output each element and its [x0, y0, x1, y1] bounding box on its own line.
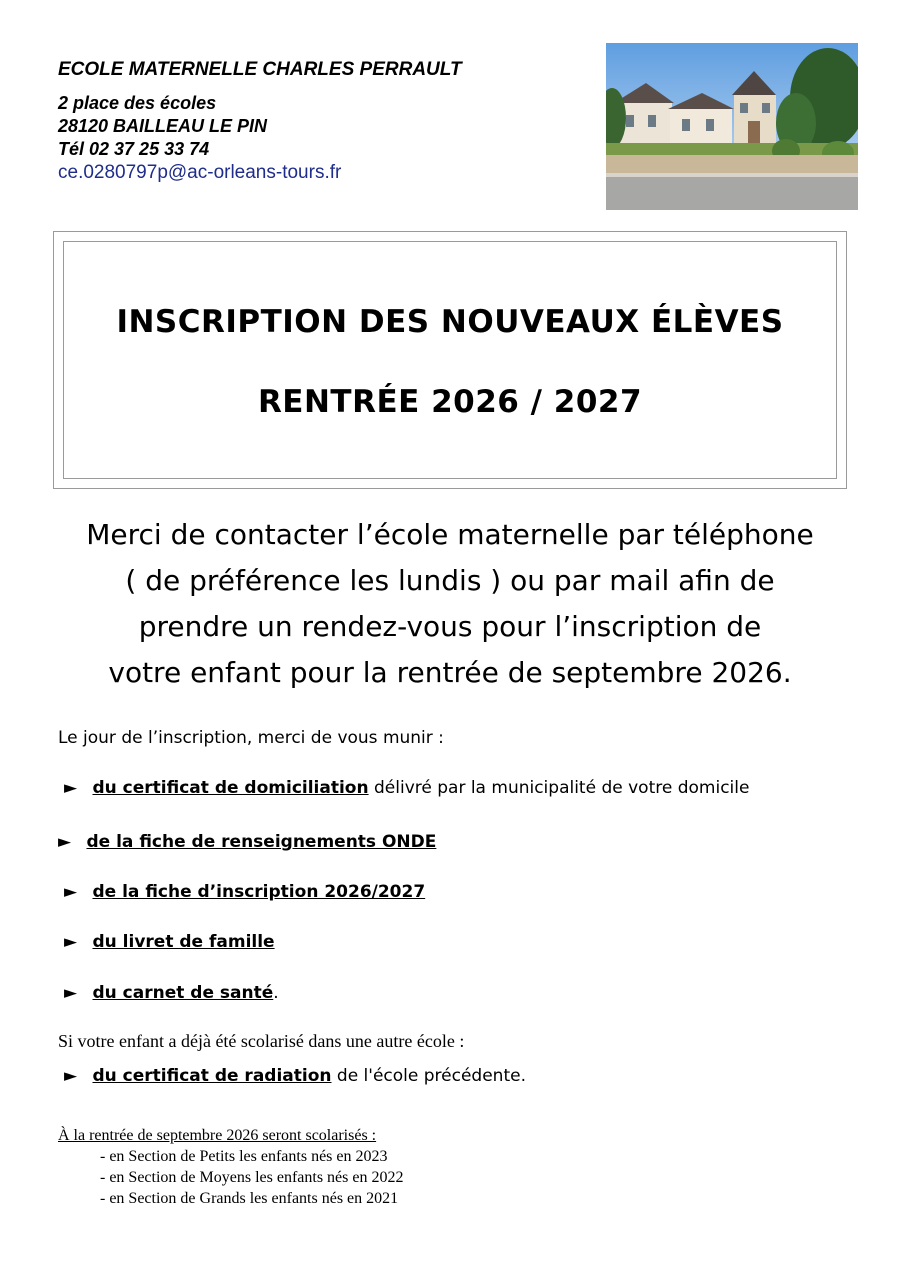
document-item: [64, 983, 279, 1003]
document-item: [58, 832, 436, 852]
section-moyens: - en Section de Moyens les enfants nés en 2022: [100, 1169, 404, 1186]
bullet-arrow-icon: ►: [64, 882, 78, 902]
section-grands: - en Section de Grands les enfants nés en 2021: [100, 1190, 399, 1207]
document-suffix: de l'école précédente.: [331, 1066, 526, 1086]
school-photo: [606, 43, 858, 210]
intro-line-3: prendre un rendez-vous pour l’inscription de: [138, 610, 762, 643]
address-street: 2 place des écoles: [58, 93, 217, 113]
school-email-link[interactable]: ce.0280797p@ac-orleans-tours.fr: [58, 162, 342, 183]
document-label: du carnet de santé: [92, 983, 274, 1003]
document-label: du livret de famille: [92, 932, 275, 952]
address-city: 28120 BAILLEAU LE PIN: [58, 116, 268, 136]
document-item-radiation: [64, 1066, 526, 1086]
intro-line-2: ( de préférence les lundis ) ou par mail afin de: [125, 564, 775, 597]
document-item: [64, 932, 275, 952]
intro-line-1: Merci de contacter l’école maternelle par téléphone: [86, 518, 814, 551]
intro-paragraph: [30, 512, 870, 696]
title-box: [53, 231, 847, 489]
school-header: [58, 58, 578, 184]
title-box-inner-border: [63, 241, 837, 479]
rentree-sections: [58, 1125, 403, 1209]
document-label: du certificat de radiation: [92, 1066, 332, 1086]
bullet-arrow-icon: ►: [64, 1066, 78, 1086]
document-label: de la fiche d’inscription 2026/2027: [92, 882, 426, 902]
previous-school-intro: Si votre enfant a déjà été scolarisé dans une autre école :: [58, 1031, 465, 1051]
rentree-heading: À la rentrée de septembre 2026 seront scolarisés :: [58, 1127, 377, 1144]
bullet-arrow-icon: ►: [64, 932, 78, 952]
bullet-arrow-icon: ►: [64, 983, 78, 1003]
intro-line-4: votre enfant pour la rentrée de septembre 2026.: [108, 656, 792, 689]
section-petits: - en Section de Petits les enfants nés en 2023: [100, 1148, 388, 1165]
school-phone: Tél 02 37 25 33 74: [58, 139, 210, 159]
page-subtitle: RENTRÉE 2026 / 2027: [257, 384, 643, 420]
school-address: [58, 92, 578, 184]
document-suffix: délivré par la municipalité de votre domicile: [368, 778, 750, 798]
document-suffix: .: [273, 983, 279, 1003]
documents-intro: Le jour de l’inscription, merci de vous munir :: [58, 728, 444, 748]
document-item: [64, 882, 425, 902]
document-label: de la fiche de renseignements ONDE: [86, 832, 437, 852]
document-label: du certificat de domiciliation: [92, 778, 369, 798]
page-title: INSCRIPTION DES NOUVEAUX ÉLÈVES: [116, 304, 784, 340]
bullet-arrow-icon: ►: [58, 832, 72, 852]
document-item: [64, 778, 749, 798]
bullet-arrow-icon: ►: [64, 778, 78, 798]
school-name: ECOLE MATERNELLE CHARLES PERRAULT: [58, 59, 462, 80]
